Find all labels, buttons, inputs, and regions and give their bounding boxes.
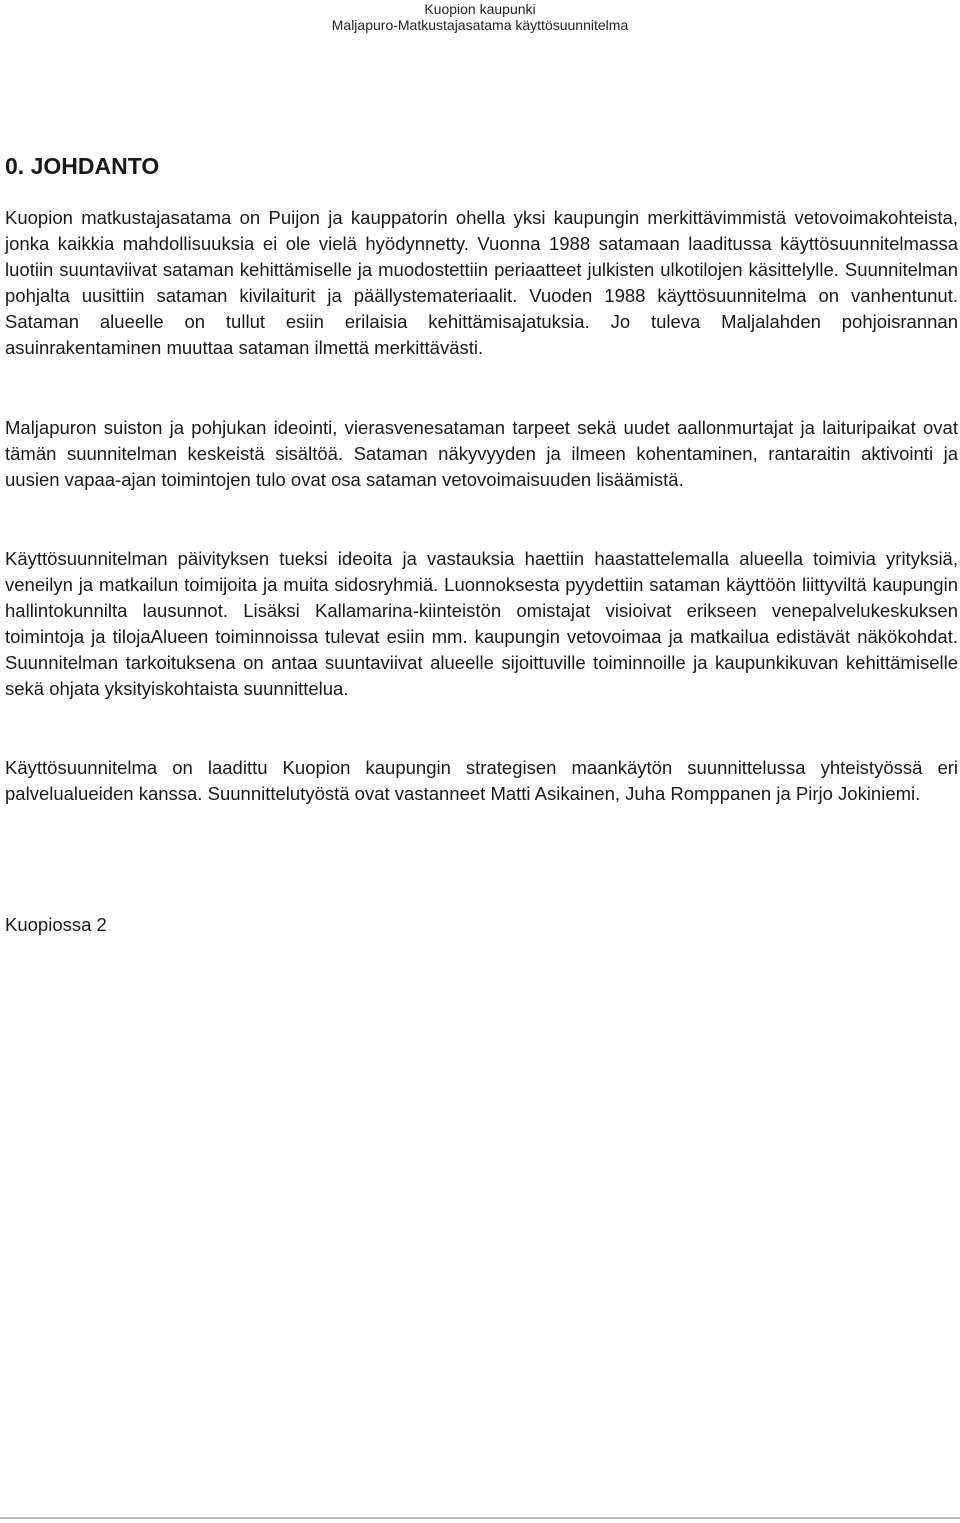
paragraph-consultation: Käyttösuunnitelman päivityksen tueksi ideoita ja vastauksia haettiin haastattelemalla alueella toimivia yrityksiä, veneilyn ja matkailun toimijoita ja muita sidosryhmiä. Luonnoksesta pyydettiin sataman käyttöön liittyviltä kaupungin hallintokunnilta lausunnot. Lisäksi Kallamarina-kiinteistön omistajat visioivat erikseen venepalvelukeskuksen toimintoja ja tilojaAlueen toiminnoissa tulevat esiin mm. kaupungin vetovoimaa ja matkailua edistävät näkökohdat. Suunnitelman tarkoituksena on antaa suuntaviivat alueelle sijoittuville toiminnoille ja kaupunkikuvan kehittämiselle sekä ohjata yksityiskohtaista suunnittelua. xyxy=(5,548,958,699)
paragraph-authors: Käyttösuunnitelma on laadittu Kuopion kaupungin strategisen maankäytön suunnittelussa yhteistyössä eri palvelualueiden kanssa. Suunnittelutyöstä ovat vastanneet Matti Asikainen, Juha Romppanen ja Pirjo Jokiniemi. xyxy=(5,757,958,804)
header-document-title: Maljapuro-Matkustajasatama käyttösuunnitelma xyxy=(331,17,629,33)
page-header xyxy=(0,1,960,33)
paragraph-intro: Kuopion matkustajasatama on Puijon ja kauppatorin ohella yksi kaupungin merkittävimmistä vetovoimakohteista, jonka kaikkia mahdollisuuksia ei ole vielä hyödynnetty. Vuonna 1988 satamaan laaditussa käyttösuunnitelmassa luotiin suuntaviivat sataman kehittämiselle ja muodostettiin periaatteet julkisten ulkotilojen käsittelylle. Suunnitelman pohjalta uusittiin sataman kivilaiturit ja päällystemateriaalit. Vuoden 1988 käyttösuunnitelma on vanhentunut. Sataman alueelle on tullut esiin erilaisia kehittämisajatuksia. Jo tuleva Maljalahden pohjoisrannan asuinrakentaminen muuttaa sataman ilmettä merkittävästi. xyxy=(5,207,958,358)
section-title: 0. JOHDANTO xyxy=(5,153,160,179)
footer-divider xyxy=(0,1517,960,1519)
header-organization: Kuopion kaupunki xyxy=(424,1,536,17)
paragraph-content: Maljapuron suiston ja pohjukan ideointi, vierasvenesataman tarpeet sekä uudet aallonmurtajat ja laituripaikat ovat tämän suunnitelman keskeistä sisältöä. Sataman näkyvyyden ja ilmeen kohentaminen, rantaraitin aktivointi ja uusien vapaa-ajan toimintojen tulo ovat osa sataman vetovoimaisuuden lisäämistä. xyxy=(5,417,958,490)
place-date-line: Kuopiossa 2 xyxy=(5,914,107,935)
